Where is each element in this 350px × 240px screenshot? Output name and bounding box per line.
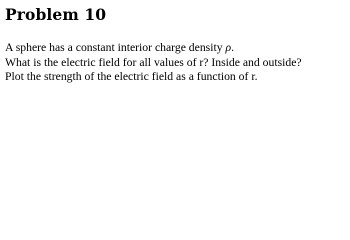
document-page <box>0 0 350 95</box>
problem-line-1 <box>5 41 347 56</box>
charge-density-symbol: ρ <box>225 41 232 54</box>
problem-statement <box>5 41 347 85</box>
problem-line-2: What is the electric field for all values of r? Inside and outside? <box>5 55 302 69</box>
problem-line-3: Plot the strength of the electric field as a function of r. <box>5 70 258 84</box>
problem-line-1-text: A sphere has a constant interior charge density <box>5 41 226 54</box>
problem-line-1-period: . <box>231 41 235 54</box>
problem-title: Problem 10 <box>5 5 107 24</box>
